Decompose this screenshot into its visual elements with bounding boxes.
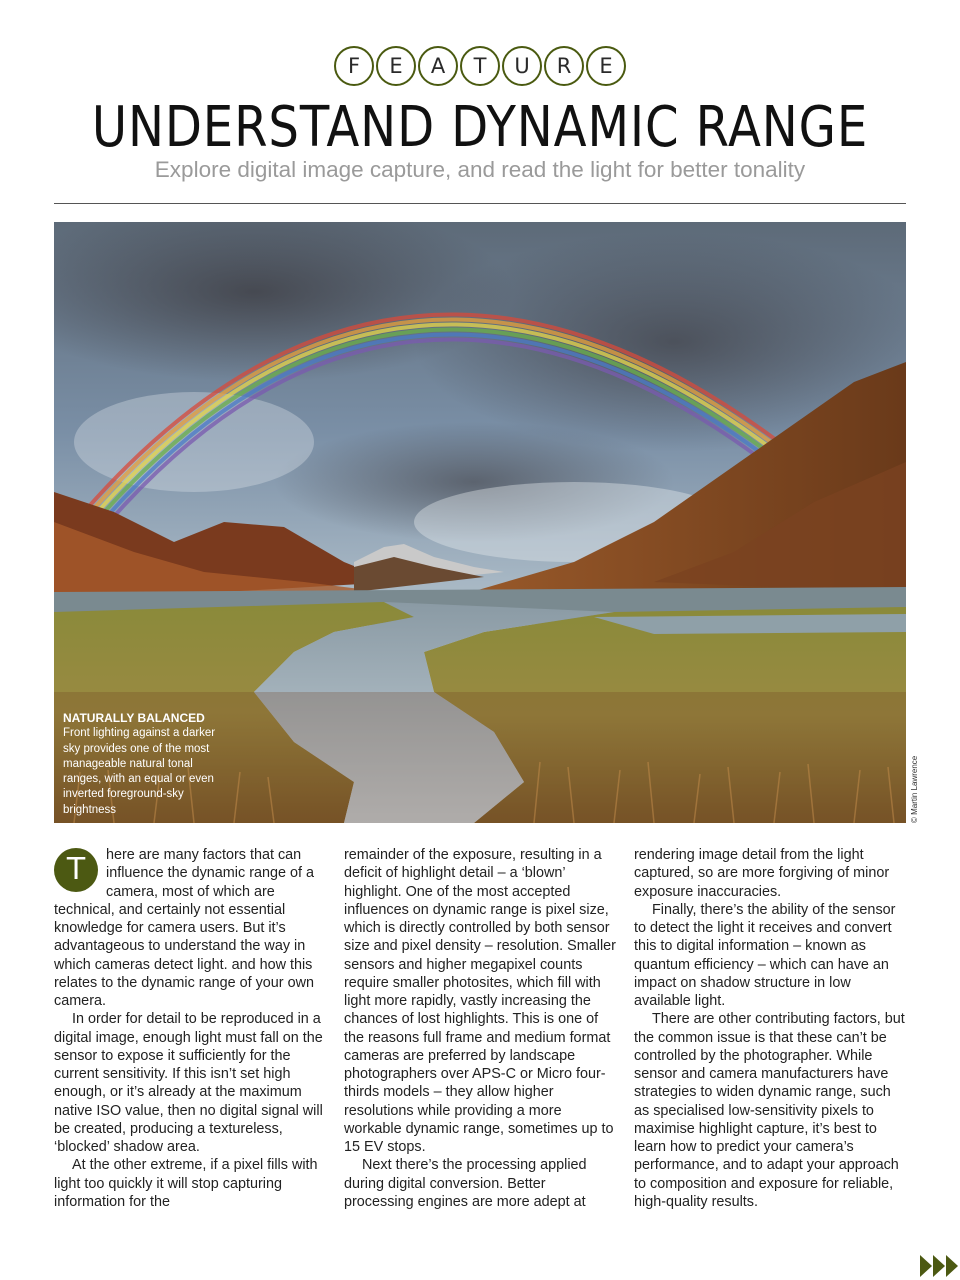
- kicker-letter: T: [460, 46, 500, 86]
- article-column-3: [634, 846, 906, 1211]
- paragraph-text: here are many factors that can influence the dynamic range of a camera, most of which are technical, and certainly not essential knowledge for camera users. But it’s advantageous to understand the way in which cameras detect light. and how this relates to the dynamic range of your own camera.: [54, 847, 314, 1009]
- feature-kicker: [0, 46, 960, 86]
- paragraph: In order for detail to be reproduced in a digital image, enough light must fall on the sensor to expose it sufficiently for the current sensitivity. If this isn’t set high enough, or it’s already at the maximum native ISO value, then no digital signal will be created, producing a textureless, ‘blocked’ shadow area.: [54, 1011, 323, 1155]
- drop-cap: T: [54, 848, 98, 892]
- paragraph: remainder of the exposure, resulting in a deficit of highlight detail – a ‘blown’ highlight. One of the most accepted influences on dynamic range is pixel size, which is directly controlled by both sensor size and pixel density – resolution. Smaller sensors and higher megapixel counts require smaller photosites, which fill with light more rapidly, vastly increasing the chances of lost highlights. This is one of the reasons full frame and medium format cameras are preferred by landscape photographers over APS-C or Micro four-thirds models – they allow higher resolutions while providing a more workable dynamic range, sometimes up to 15 EV stops.: [344, 847, 616, 1155]
- page-subtitle: Explore digital image capture, and read the light for better tonality: [154, 157, 806, 182]
- kicker-letter: F: [334, 46, 374, 86]
- article-column-1: [54, 846, 326, 1211]
- photo-caption: [63, 711, 233, 818]
- paragraph: There are other contributing factors, but the common issue is that these can’t be controlled by the photographer. While sensor and camera manufacturers have strategies to widen dynamic range, such as specialised low-sensitivity pixels to maximise highlight capture, it’s best to learn how to predict your camera’s performance, and to adapt your approach to composition and exposure for reliable, high-quality results.: [634, 1011, 905, 1210]
- header-divider: [54, 203, 906, 204]
- kicker-letter: E: [376, 46, 416, 86]
- page-title: UNDERSTAND DYNAMIC RANGE: [91, 95, 869, 160]
- article-column-2: [344, 846, 616, 1211]
- paragraph: Finally, there’s the ability of the sensor to detect the light it receives and convert this to digital information – known as quantum efficiency – which can have an impact on shadow structure in low available light.: [634, 901, 896, 1009]
- kicker-letter: A: [418, 46, 458, 86]
- paragraph: Next there’s the processing applied during digital conversion. Better processing engines are more adept at: [344, 1157, 587, 1210]
- kicker-letter: R: [544, 46, 584, 86]
- triple-chevron-right-icon[interactable]: [920, 1253, 960, 1279]
- kicker-letter: U: [502, 46, 542, 86]
- caption-text: Front lighting against a darker sky provides one of the most manageable natural tonal ranges, with an equal or even inverted foreground-sky brightness: [63, 727, 216, 816]
- photo-credit: © Martin Lawrence: [910, 755, 919, 823]
- paragraph: At the other extreme, if a pixel fills with light too quickly it will stop capturing information for the: [54, 1157, 318, 1210]
- kicker-letter: E: [586, 46, 626, 86]
- paragraph: [54, 846, 326, 1010]
- caption-title: NATURALLY BALANCED: [63, 711, 205, 725]
- paragraph: rendering image detail from the light captured, so are more forgiving of minor exposure inaccuracies.: [634, 847, 890, 900]
